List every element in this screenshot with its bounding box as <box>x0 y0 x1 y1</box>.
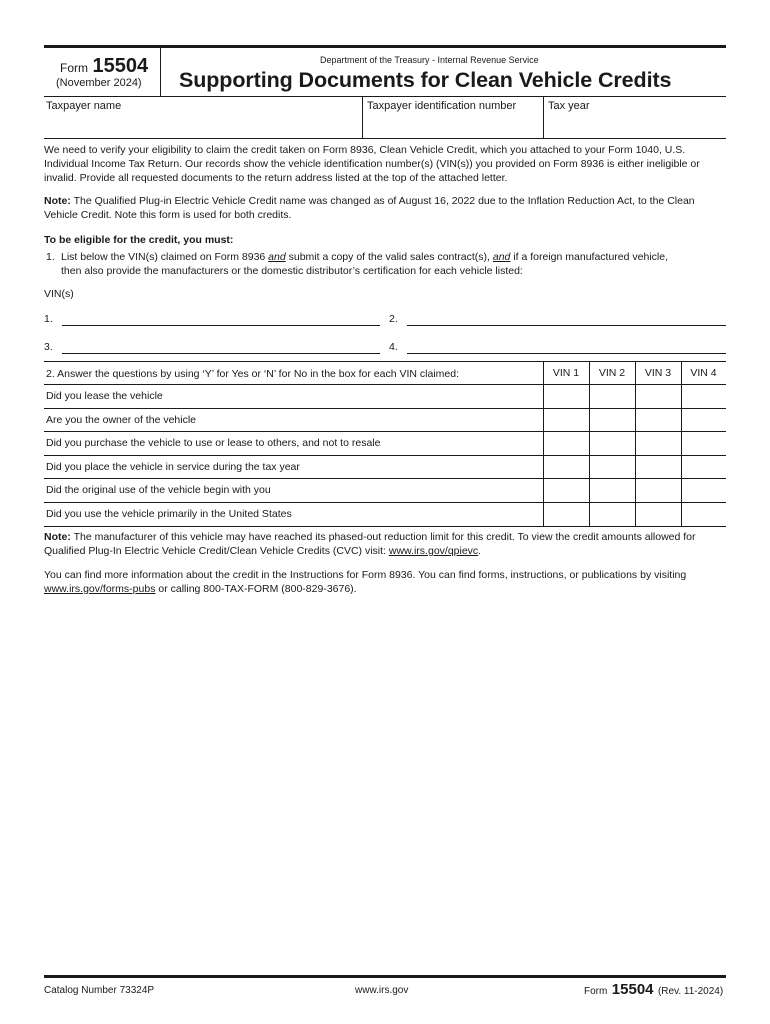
taxpayer-id-field[interactable] <box>363 97 543 138</box>
answer-cell[interactable] <box>590 409 635 431</box>
question-row-label: Did you place the vehicle in service during the tax year <box>46 461 300 473</box>
row-rule-6 <box>44 526 726 527</box>
vin-1-input-line[interactable] <box>62 325 380 326</box>
question-row-label: Are you the owner of the vehicle <box>46 414 197 426</box>
answer-cell[interactable] <box>544 479 589 502</box>
eligibility-heading: To be eligible for the credit, you must: <box>44 234 234 246</box>
item1-text-b: submit a copy of the valid sales contract(s), <box>285 251 493 263</box>
closing-info-text-a: You can find more information about the credit in the Instructions for Form 8936. You can find forms, instructions, or publications by visiting <box>44 569 687 581</box>
footer-form-id <box>584 981 723 999</box>
intro-note <box>44 194 726 222</box>
form-number: 15504 <box>92 55 149 77</box>
answer-cell[interactable] <box>544 432 589 455</box>
answer-cell[interactable] <box>682 479 726 502</box>
catalog-number: Catalog Number 73324P <box>44 985 155 996</box>
answer-cell[interactable] <box>590 456 635 478</box>
form-number-block <box>60 55 148 78</box>
vins-label: VIN(s) <box>44 288 74 300</box>
fields-bottom-rule <box>44 138 726 139</box>
vin-3-input-line[interactable] <box>62 353 380 354</box>
questions-instruction: 2. Answer the questions by using ‘Y’ for Yes or ‘N’ for No in the box for each VIN claimed: <box>46 368 460 380</box>
header-top-rule <box>44 45 726 48</box>
answer-cell[interactable] <box>682 503 726 526</box>
item1-and-2: and <box>492 251 511 263</box>
item1-text-c: if a foreign manufactured vehicle, <box>510 251 668 263</box>
footer-rule <box>44 975 726 978</box>
vin-3-header: VIN 3 <box>644 367 672 379</box>
eligibility-item-1-line2: then also provide the manufacturers or the domestic distributor’s certification for each vehicle listed: <box>61 265 523 277</box>
eligibility-item-1 <box>61 250 726 264</box>
header-divider <box>160 48 161 96</box>
vin-number-2: 2. <box>389 313 398 325</box>
form-date: (November 2024) <box>56 77 142 89</box>
answer-cell[interactable] <box>590 503 635 526</box>
vin-2-input-line[interactable] <box>407 325 726 326</box>
intro-note-text: The Qualified Plug-in Electric Vehicle Credit name was changed as of August 16, 2022 due to the Inflation Reduction Act, to the Clean Vehicle Credit. Note this form is used for both credits. <box>44 195 695 221</box>
answer-cell[interactable] <box>682 385 726 408</box>
question-row-label: Did you use the vehicle primarily in the United States <box>46 508 292 520</box>
answer-cell[interactable] <box>636 385 681 408</box>
question-row-label: Did you purchase the vehicle to use or lease to others, and not to resale <box>46 437 381 449</box>
tax-year-label: Tax year <box>548 100 590 112</box>
closing-note-label: Note: <box>44 531 71 543</box>
closing-info-text-b: or calling 800-TAX-FORM (800-829-3676). <box>155 583 357 595</box>
taxpayer-name-field[interactable] <box>44 97 362 138</box>
intro-paragraph: We need to verify your eligibility to claim the credit taken on Form 8936, Clean Vehicle Credit, which you attached to your Form 1040, U.S. Individual Income Tax Return. Our records show the vehicle identification number(s) (VIN(s)) you provided on Form 8936 is either ineligible or invalid. Provide all requested documents to the return address listed at the top of the attached letter. <box>44 144 700 184</box>
vin-1-header: VIN 1 <box>552 367 580 379</box>
forms-pubs-link[interactable]: www.irs.gov/forms-pubs <box>44 583 156 595</box>
vin-2-header: VIN 2 <box>598 367 626 379</box>
answer-cell[interactable] <box>636 409 681 431</box>
question-row-label: Did you lease the vehicle <box>46 390 163 402</box>
answer-cell[interactable] <box>544 385 589 408</box>
answer-cell[interactable] <box>682 432 726 455</box>
item1-and-1: and <box>268 251 286 263</box>
closing-note <box>44 530 726 558</box>
footer-form-number: 15504 <box>611 981 654 998</box>
answer-cell[interactable] <box>544 409 589 431</box>
question-row-label: Did the original use of the vehicle begin with you <box>46 484 271 496</box>
vin-number-4: 4. <box>389 341 398 353</box>
page-title: Supporting Documents for Clean Vehicle Credits <box>179 68 672 92</box>
answer-cell[interactable] <box>636 432 681 455</box>
answer-cell[interactable] <box>682 409 726 431</box>
qpievc-link[interactable]: www.irs.gov/qpievc <box>388 545 479 557</box>
vin-number-1: 1. <box>44 313 53 325</box>
vin-4-input-line[interactable] <box>407 353 726 354</box>
form-label: Form <box>60 61 88 75</box>
item1-text-a: List below the VIN(s) claimed on Form 8936 <box>61 251 269 263</box>
eligibility-item-1-num: 1. <box>46 251 55 263</box>
vin-number-3: 3. <box>44 341 53 353</box>
footer-form-label: Form <box>584 986 608 997</box>
closing-note-text: The manufacturer of this vehicle may have reached its phased-out reduction limit for this credit. To view the credit amounts allowed for Qualified Plug-In Electric Vehicle Credit/Clean Vehicle Credits (CVC) visit: <box>44 531 696 557</box>
answer-cell[interactable] <box>636 479 681 502</box>
answer-cell[interactable] <box>590 432 635 455</box>
answer-cell[interactable] <box>682 456 726 478</box>
answer-cell[interactable] <box>636 456 681 478</box>
answer-cell[interactable] <box>544 503 589 526</box>
vin-4-header: VIN 4 <box>690 367 717 379</box>
tax-year-field[interactable] <box>544 97 726 138</box>
footer-website: www.irs.gov <box>355 985 409 996</box>
answer-cell[interactable] <box>544 456 589 478</box>
taxpayer-id-label: Taxpayer identification number <box>367 100 517 112</box>
table-top-rule <box>44 361 726 362</box>
agency-name: Department of the Treasury - Internal Revenue Service <box>320 55 539 65</box>
answer-cell[interactable] <box>590 385 635 408</box>
taxpayer-name-label: Taxpayer name <box>46 100 122 112</box>
answer-cell[interactable] <box>590 479 635 502</box>
intro-note-label: Note: <box>44 195 71 207</box>
closing-note-end: . <box>478 545 482 557</box>
footer-rev: (Rev. 11-2024) <box>657 986 724 997</box>
answer-cell[interactable] <box>636 503 681 526</box>
closing-info <box>44 568 726 596</box>
